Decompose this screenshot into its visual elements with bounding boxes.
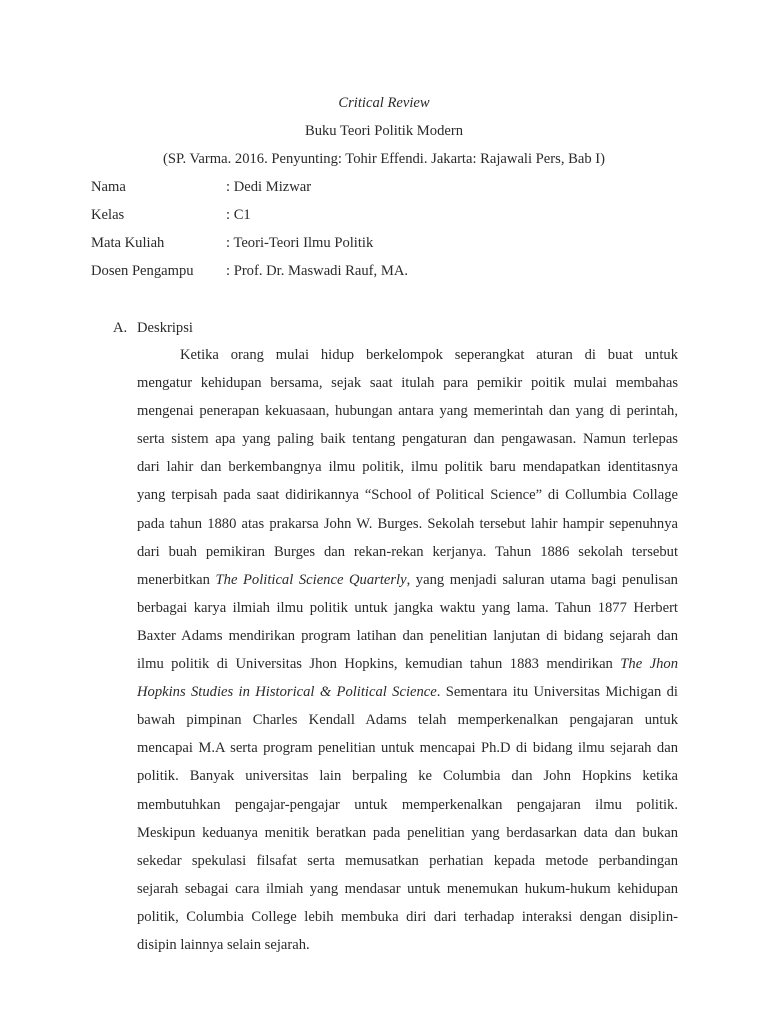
paragraph-line: sejarah sebagai cara ilmiah yang mendasar untuk menemukan hukum-hukum kehidupan bbox=[137, 880, 678, 897]
paragraph-line: Baxter Adams mendirikan program latihan dan penelitian lanjutan di bidang sejarah dan bbox=[137, 627, 678, 644]
paragraph-line: serta sistem apa yang paling baik tentang pengaturan dan pengawasan. Namun terlepas bbox=[137, 431, 678, 448]
paragraph-line: mencapai M.A serta program penelitian untuk mencapai Ph.D di bidang ilmu sejarah dan bbox=[137, 740, 678, 757]
italic-title: The Political Science Quarterly bbox=[215, 571, 407, 588]
book-citation: (SP. Varma. 2016. Penyunting: Tohir Effendi. Jakarta: Rajawali Pers, Bab I) bbox=[163, 151, 605, 167]
paragraph-line: Meskipun keduanya menitik beratkan pada penelitian yang berdasarkan data dan bukan bbox=[137, 824, 678, 841]
info-label: Kelas bbox=[91, 207, 125, 223]
paragraph-line: Ketika orang mulai hidup berkelompok seperangkat aturan di buat untuk bbox=[180, 347, 678, 363]
document-title: Critical Review bbox=[338, 95, 430, 111]
paragraph-line: pada tahun 1880 atas prakarsa John W. Burges. Sekolah tersebut lahir hampir sepenuhnya bbox=[137, 515, 678, 532]
paragraph-text: menerbitkan bbox=[137, 571, 216, 588]
section-letter: A. bbox=[113, 320, 128, 336]
paragraph-text: ilmu politik di Universitas Jhon Hopkins, kemudian tahun 1883 mendirikan bbox=[137, 656, 621, 673]
paragraph-line bbox=[137, 566, 678, 594]
paragraph-line: mengenai penerapan kekuasaan, hubungan antara yang memerintah dan yang di perintah, bbox=[137, 403, 678, 420]
section-title: Deskripsi bbox=[137, 320, 193, 336]
paragraph-text: . Sementara itu Universitas Michigan di bbox=[436, 684, 678, 701]
paragraph-line bbox=[137, 678, 678, 706]
italic-title: Hopkins Studies in Historical & Political Science bbox=[137, 684, 437, 701]
paragraph-line: politik. Banyak universitas lain berpaling ke Columbia dan John Hopkins ketika bbox=[137, 768, 678, 785]
paragraph-line: membutuhkan pengajar-pengajar untuk memperkenalkan pengajaran ilmu politik. bbox=[137, 796, 678, 813]
paragraph-line: politik, Columbia College lebih membuka diri dari terhadap interaksi dengan disiplin- bbox=[137, 908, 678, 925]
section-heading bbox=[113, 318, 193, 338]
info-value: : Teori-Teori Ilmu Politik bbox=[226, 235, 374, 251]
paragraph-line: berbagai karya ilmiah ilmu politik untuk jangka waktu yang lama. Tahun 1877 Herbert bbox=[137, 599, 678, 616]
info-value: : Dedi Mizwar bbox=[226, 179, 312, 195]
info-value: : C1 bbox=[226, 207, 251, 223]
paragraph-line: disipin lainnya selain sejarah. bbox=[137, 936, 310, 953]
paragraph-line: yang terpisah pada saat didirikannya “School of Political Science” di Collumbia Collage bbox=[137, 487, 678, 504]
info-label: Nama bbox=[91, 179, 126, 195]
info-value: : Prof. Dr. Maswadi Rauf, MA. bbox=[226, 263, 409, 279]
paragraph-line: dari lahir dan berkembangnya ilmu politik, ilmu politik baru mendapatkan identitasnya bbox=[137, 459, 678, 476]
info-label: Dosen Pengampu bbox=[91, 263, 194, 279]
description-paragraph bbox=[137, 341, 678, 959]
paragraph-line: bawah pimpinan Charles Kendall Adams telah memperkenalkan pengajaran untuk bbox=[137, 712, 678, 729]
paragraph-line: dari buah pemikiran Burges dan rekan-rekan kerjanya. Tahun 1886 sekolah tersebut bbox=[137, 543, 678, 560]
paragraph-text: , yang menjadi saluran utama bagi penulisan bbox=[406, 571, 678, 588]
italic-title: The Jhon bbox=[620, 656, 678, 673]
book-title: Buku Teori Politik Modern bbox=[304, 123, 464, 139]
paragraph-line bbox=[137, 650, 678, 678]
paragraph-line: sekedar spekulasi filsafat serta memusatkan perhatian kepada metode perbandingan bbox=[137, 852, 678, 869]
paragraph-line: mengatur kehidupan bersama, sejak saat itulah para pemikir poitik mulai membahas bbox=[137, 375, 678, 392]
info-label: Mata Kuliah bbox=[91, 235, 165, 251]
